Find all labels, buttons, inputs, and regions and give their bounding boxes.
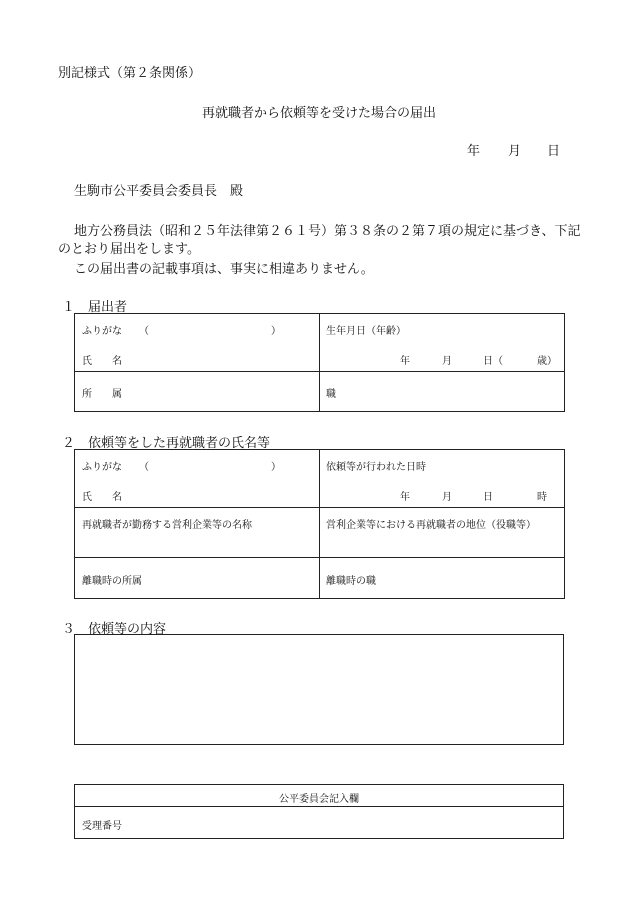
notifier-post-cell[interactable] <box>320 372 565 412</box>
name-label: 氏 名 <box>82 492 122 503</box>
age-label: 歳） <box>537 356 557 367</box>
notifier-affiliation-cell[interactable] <box>75 372 320 412</box>
office-use-title-cell <box>75 785 564 807</box>
request-datetime-label: 依頼等が行われた日時 <box>326 462 426 473</box>
body-paragraph-line-2: のとおり届出をします。 <box>58 242 200 257</box>
request-hour-label: 時 <box>537 492 547 503</box>
date-year-label: 年 <box>467 144 481 159</box>
request-content-box[interactable] <box>74 634 564 745</box>
date-day-label: 日 <box>547 144 561 159</box>
furigana-label: ふりがな <box>82 462 122 473</box>
reemployed-person-table <box>74 449 565 599</box>
receipt-number-cell[interactable] <box>75 807 564 839</box>
affiliation-label: 所 属 <box>82 389 122 400</box>
post-label: 職 <box>326 389 336 400</box>
former-post-cell[interactable] <box>320 558 565 599</box>
birth-month-label: 月 <box>442 356 452 367</box>
paren-close: ） <box>271 462 281 473</box>
former-post-label: 離職時の職 <box>326 576 376 587</box>
request-month-label: 月 <box>442 492 452 503</box>
paren-open: （ <box>139 326 149 337</box>
birthdate-label: 生年月日（年齢） <box>326 326 406 337</box>
date-month-label: 月 <box>508 144 522 159</box>
former-affiliation-label: 離職時の所属 <box>82 576 142 587</box>
notifier-birthdate-cell[interactable] <box>320 314 565 372</box>
section-2-heading: ２ 依頼等をした再就職者の氏名等 <box>62 436 271 451</box>
company-name-cell[interactable] <box>75 508 320 558</box>
name-label: 氏 名 <box>82 356 122 367</box>
section-1-heading: １ 届出者 <box>62 300 128 315</box>
birth-day-label: 日（ <box>483 356 503 367</box>
request-datetime-cell[interactable] <box>320 450 565 508</box>
body-paragraph-line-1: 地方公務員法（昭和２５年法律第２６１号）第３８条の２第７項の規定に基づき、下記 <box>74 224 581 239</box>
paren-open: （ <box>139 462 149 473</box>
notifier-name-cell[interactable] <box>75 314 320 372</box>
company-name-label: 再就職者が勤務する営利企業等の名称 <box>82 520 252 531</box>
company-position-cell[interactable] <box>320 508 565 558</box>
reemployed-name-cell[interactable] <box>75 450 320 508</box>
document-title: 再就職者から依頼等を受けた場合の届出 <box>202 106 437 121</box>
notifier-table <box>74 313 565 412</box>
form-number-label: 別記様式（第２条関係） <box>58 66 202 81</box>
declaration-text: この届出書の記載事項は、事実に相違ありません。 <box>74 262 374 277</box>
receipt-number-label: 受理番号 <box>82 821 122 832</box>
paren-close: ） <box>271 326 281 337</box>
office-use-title: 公平委員会記入欄 <box>279 794 359 805</box>
request-year-label: 年 <box>400 492 410 503</box>
request-day-label: 日 <box>483 492 493 503</box>
section-3-heading: ３ 依頼等の内容 <box>62 622 167 637</box>
office-use-table <box>74 784 564 839</box>
addressee: 生駒市公平委員会委員長 殿 <box>74 184 244 199</box>
company-position-label: 営利企業等における再就職者の地位（役職等） <box>326 520 536 531</box>
birth-year-label: 年 <box>400 356 410 367</box>
former-affiliation-cell[interactable] <box>75 558 320 599</box>
furigana-label: ふりがな <box>82 326 122 337</box>
